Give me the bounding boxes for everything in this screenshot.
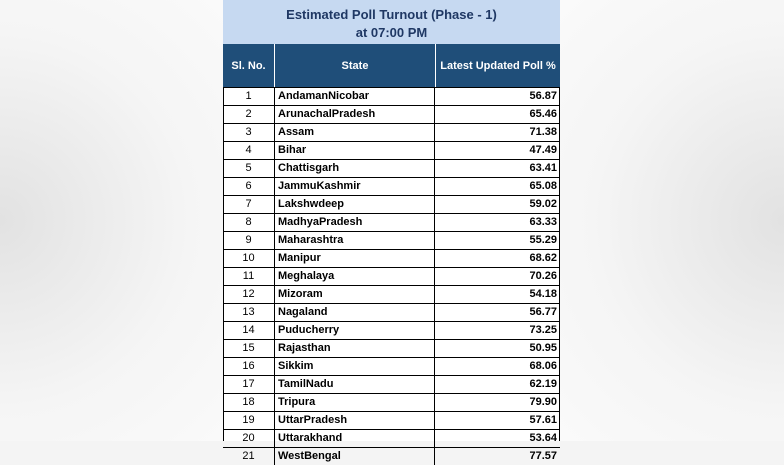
table-row	[223, 195, 560, 213]
row-poll-percent: 54.18	[529, 288, 557, 300]
row-sl-no: 19	[223, 412, 275, 429]
row-poll-percent: 70.26	[529, 270, 557, 282]
row-state: Lakshwdeep	[275, 196, 435, 213]
row-state: Assam	[275, 124, 435, 141]
row-sl-no: 20	[223, 430, 275, 447]
row-state: JammuKashmir	[275, 178, 435, 195]
row-state: ArunachalPradesh	[275, 106, 435, 123]
row-state: UttarPradesh	[275, 412, 435, 429]
row-sl-no: 12	[223, 286, 275, 303]
row-poll-percent: 71.38	[529, 126, 557, 138]
background-right	[560, 0, 784, 441]
row-poll-percent: 50.95	[529, 342, 557, 354]
row-poll-percent: 47.49	[529, 144, 557, 156]
header-poll-percent: Latest Updated Poll %	[436, 44, 560, 87]
row-poll-percent: 79.90	[529, 396, 557, 408]
table-row	[223, 429, 560, 447]
row-sl-no: 5	[223, 160, 275, 177]
table-row	[223, 357, 560, 375]
row-sl-no: 2	[223, 106, 275, 123]
table-row	[223, 267, 560, 285]
table-row	[223, 159, 560, 177]
row-state: Uttarakhand	[275, 430, 435, 447]
row-sl-no: 17	[223, 376, 275, 393]
table-row	[223, 321, 560, 339]
row-state: Nagaland	[275, 304, 435, 321]
row-sl-no: 3	[223, 124, 275, 141]
row-poll-percent: 77.57	[529, 450, 557, 462]
row-sl-no: 10	[223, 250, 275, 267]
table-row	[223, 105, 560, 123]
row-sl-no: 7	[223, 196, 275, 213]
table-row	[223, 123, 560, 141]
row-sl-no: 9	[223, 232, 275, 249]
row-state: AndamanNicobar	[275, 88, 435, 105]
table-row	[223, 285, 560, 303]
table-row	[223, 447, 560, 465]
row-sl-no: 14	[223, 322, 275, 339]
row-poll-percent: 56.77	[529, 306, 557, 318]
table-title	[223, 0, 560, 44]
row-poll-percent: 62.19	[529, 378, 557, 390]
row-poll-percent: 55.29	[529, 234, 557, 246]
table-row	[223, 87, 560, 105]
row-state: Sikkim	[275, 358, 435, 375]
row-sl-no: 21	[223, 448, 275, 465]
row-state: Bihar	[275, 142, 435, 159]
row-poll-percent: 65.08	[529, 180, 557, 192]
poll-turnout-table	[223, 0, 560, 462]
title-line-1: Estimated Poll Turnout (Phase - 1)	[286, 7, 497, 22]
row-state: Manipur	[275, 250, 435, 267]
table-row	[223, 393, 560, 411]
table-row	[223, 375, 560, 393]
row-state: MadhyaPradesh	[275, 214, 435, 231]
header-sl-no: Sl. No.	[223, 44, 275, 87]
row-poll-percent: 63.33	[529, 216, 557, 228]
table-row	[223, 249, 560, 267]
row-poll-percent: 68.06	[529, 360, 557, 372]
row-state: Meghalaya	[275, 268, 435, 285]
row-state: Chattisgarh	[275, 160, 435, 177]
row-state: Tripura	[275, 394, 435, 411]
table-row	[223, 411, 560, 429]
title-line-2: at 07:00 PM	[355, 25, 428, 40]
table-row	[223, 303, 560, 321]
row-sl-no: 18	[223, 394, 275, 411]
row-sl-no: 4	[223, 142, 275, 159]
row-state: Mizoram	[275, 286, 435, 303]
row-state: Puducherry	[275, 322, 435, 339]
table-row	[223, 177, 560, 195]
table-row	[223, 339, 560, 357]
background-left	[0, 0, 223, 441]
row-sl-no: 6	[223, 178, 275, 195]
row-sl-no: 15	[223, 340, 275, 357]
row-state: WestBengal	[275, 448, 435, 465]
row-sl-no: 1	[223, 88, 275, 105]
row-poll-percent: 73.25	[529, 324, 557, 336]
row-poll-percent: 59.02	[529, 198, 557, 210]
row-poll-percent: 65.46	[529, 108, 557, 120]
row-sl-no: 11	[223, 268, 275, 285]
table-row	[223, 141, 560, 159]
row-poll-percent: 53.64	[529, 432, 557, 444]
table-body	[223, 87, 560, 465]
row-sl-no: 8	[223, 214, 275, 231]
row-state: Rajasthan	[275, 340, 435, 357]
row-poll-percent: 56.87	[529, 90, 557, 102]
row-sl-no: 16	[223, 358, 275, 375]
row-poll-percent: 63.41	[529, 162, 557, 174]
header-state: State	[275, 44, 436, 87]
row-state: Maharashtra	[275, 232, 435, 249]
row-poll-percent: 68.62	[529, 252, 557, 264]
table-row	[223, 213, 560, 231]
row-state: TamilNadu	[275, 376, 435, 393]
row-poll-percent: 57.61	[529, 414, 557, 426]
row-sl-no: 13	[223, 304, 275, 321]
table-row	[223, 231, 560, 249]
